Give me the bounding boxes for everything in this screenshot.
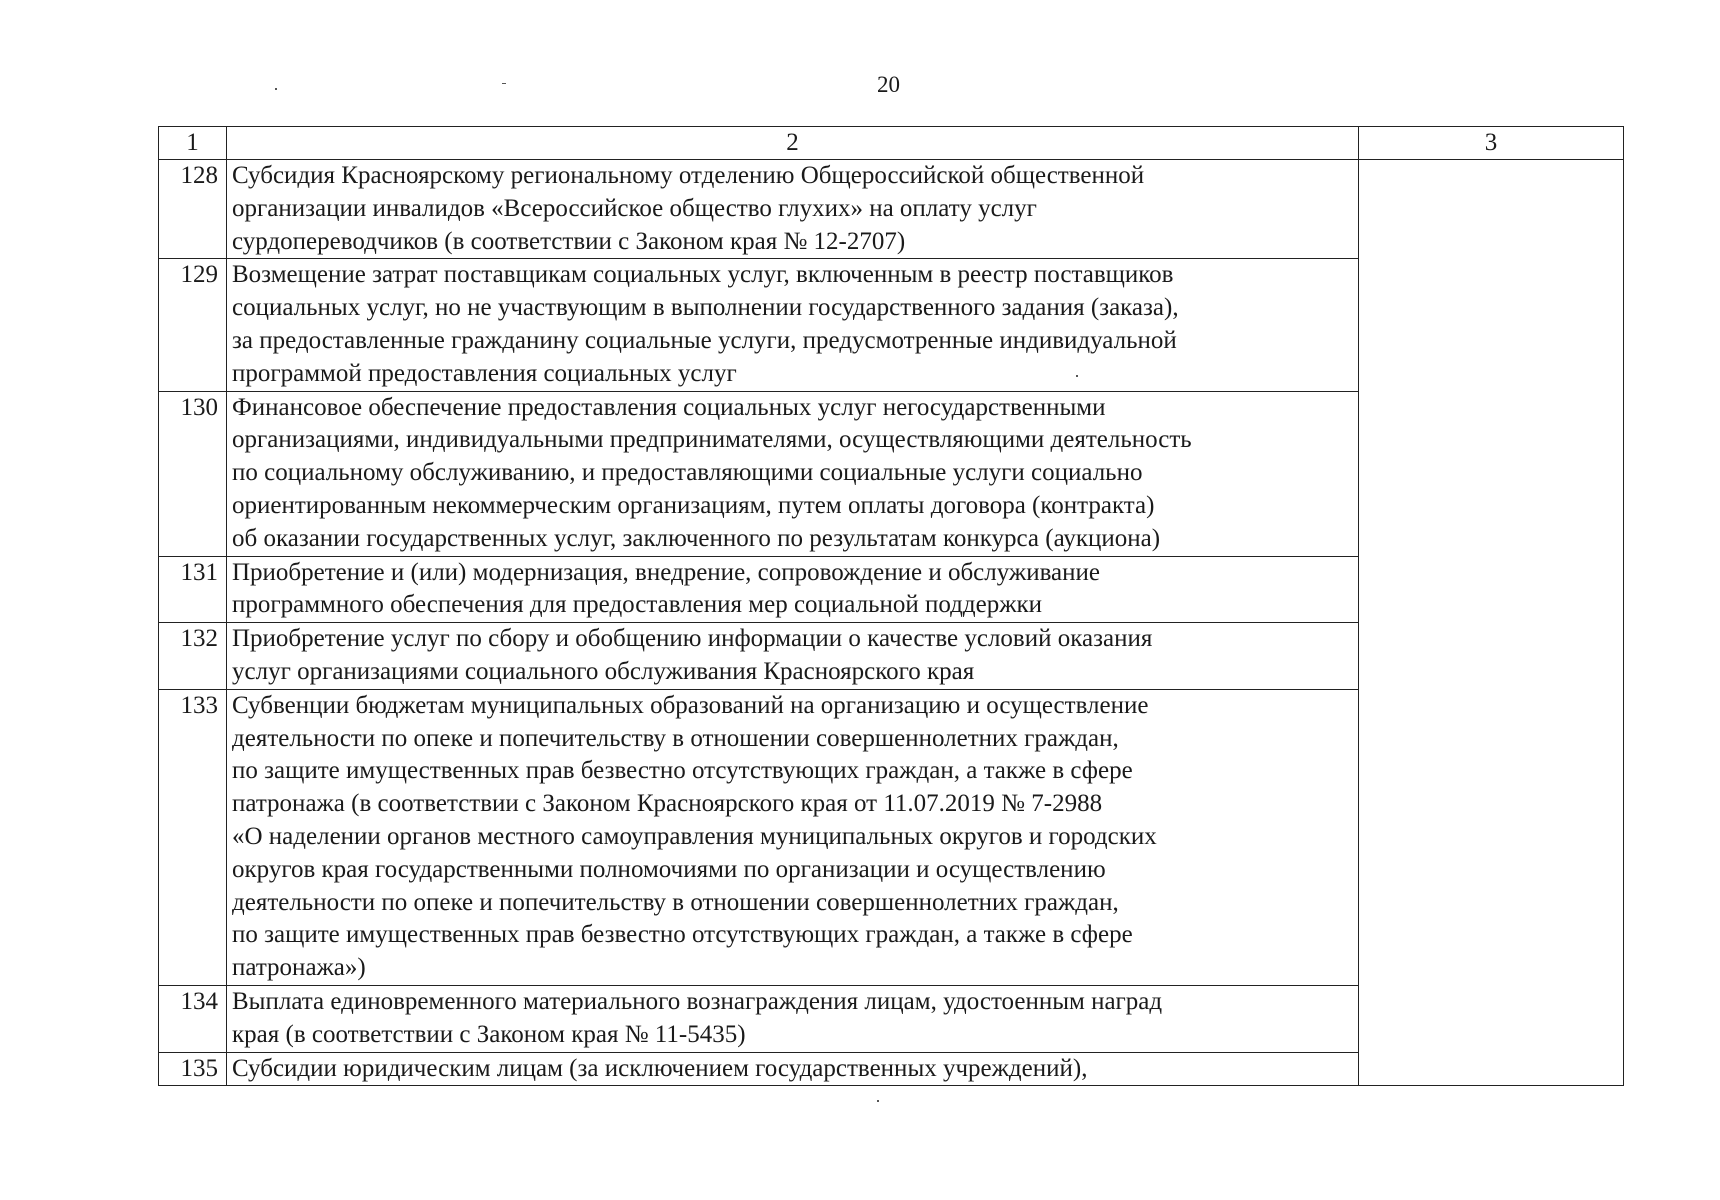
row-number: 130 [159, 391, 227, 556]
column-3-cell [1359, 160, 1624, 1086]
row-text: Субсидия Красноярскому региональному отделению Общероссийской общественной организации инвалидов «Всероссийское общество глухих» на оплату услуг сурдопереводчиков (в соответствии с Законом края № 12-2707) [227, 160, 1359, 259]
scan-speck [275, 88, 277, 90]
row-number: 135 [159, 1052, 227, 1086]
row-number: 129 [159, 259, 227, 391]
row-text: Возмещение затрат поставщикам социальных услуг, включенным в реестр поставщиков социальных услуг, но не участвующим в выполнении государственного задания (заказа), за предоставленные гражданину социальные услуги, предусмотренные индивидуальной программой предоставления социальных услуг [227, 259, 1359, 391]
row-text: Финансовое обеспечение предоставления социальных услуг негосударственными организациями, индивидуальными предпринимателями, осуществляющими деятельность по социальному обслуживанию, и предоставляющими социальные услуги социально ориентированным некоммерческим организациям, путем оплаты договора (контракта) об оказании государственных услуг, заключенного по результатам конкурса (аукциона) [227, 391, 1359, 556]
column-header-1: 1 [159, 127, 227, 160]
table-header-row [159, 127, 1624, 160]
row-number: 128 [159, 160, 227, 259]
row-number: 131 [159, 556, 227, 623]
page-number: 20 [877, 72, 900, 97]
scan-speck [502, 83, 506, 84]
row-number: 132 [159, 623, 227, 690]
row-text: Приобретение и (или) модернизация, внедрение, сопровождение и обслуживание программного обеспечения для предоставления мер социальной поддержки [227, 556, 1359, 623]
row-text: Субвенции бюджетам муниципальных образований на организацию и осуществление деятельности по опеке и попечительству в отношении совершеннолетних граждан, по защите имущественных прав безвестно отсутствующих граждан, а также в сфере патронажа (в соответствии с Законом Красноярского края от 11.07.2019 № 7-2988 «О наделении органов местного самоуправления муниципальных округов и городских округов края государственными полномочиями по организации и осуществлению деятельности по опеке и попечительству в отношении совершеннолетних граждан, по защите имущественных прав безвестно отсутствующих граждан, а также в сфере патронажа») [227, 689, 1359, 985]
row-number: 133 [159, 689, 227, 985]
column-header-3: 3 [1359, 127, 1624, 160]
document-table [158, 126, 1624, 1086]
table-row [159, 160, 1624, 259]
scan-speck [1076, 375, 1078, 377]
row-text: Субсидии юридическим лицам (за исключением государственных учреждений), [227, 1052, 1359, 1086]
row-text: Выплата единовременного материального вознаграждения лицам, удостоенным наград края (в соответствии с Законом края № 11-5435) [227, 985, 1359, 1052]
row-number: 134 [159, 985, 227, 1052]
column-header-2: 2 [227, 127, 1359, 160]
scan-speck [877, 1100, 879, 1102]
row-text: Приобретение услуг по сбору и обобщению информации о качестве условий оказания услуг организациями социального обслуживания Красноярского края [227, 623, 1359, 690]
